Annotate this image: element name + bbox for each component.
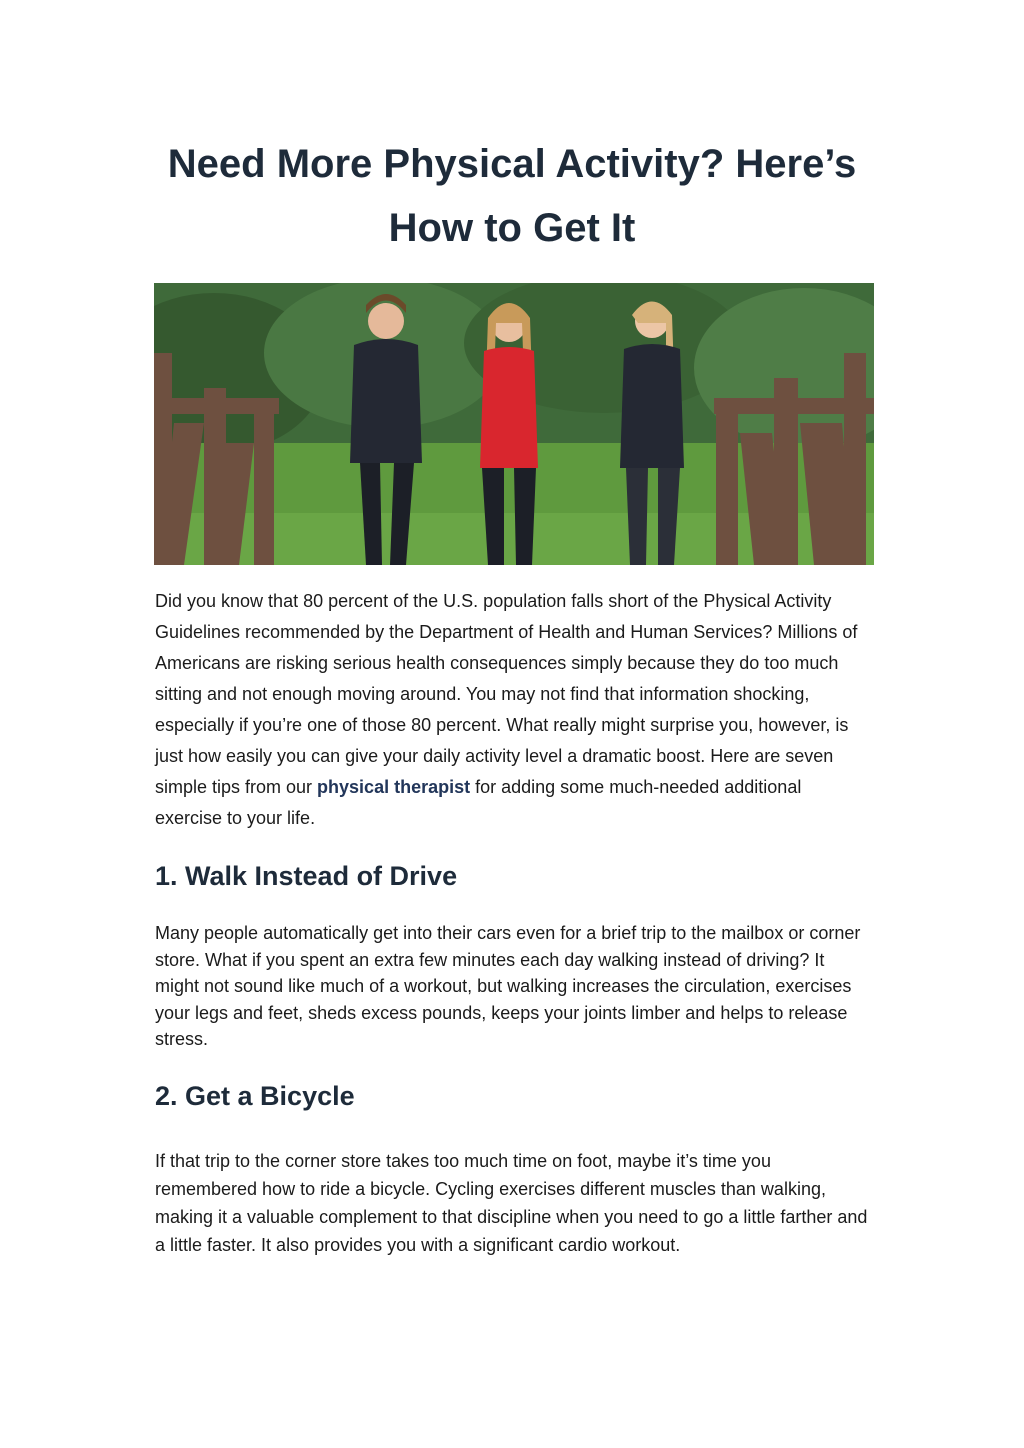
hero-illustration — [154, 283, 874, 565]
section-heading-walk: 1. Walk Instead of Drive — [155, 861, 458, 891]
intro-text-after: for adding some much-needed additional exercise to your life. — [155, 777, 802, 828]
article-title-line-1: Need More Physical Activity? Here’s — [167, 142, 857, 186]
section-heading-bicycle: 2. Get a Bicycle — [155, 1081, 355, 1111]
section-body-bicycle: If that trip to the corner store takes too much time on foot, maybe it’s time you remembered how to ride a bicycle. Cycling exercises different muscles than walking, making it a valuable complement to that discipline when you need to go a little farther and a little faster. It also provides you with a significant cardio workout. — [155, 1151, 868, 1255]
article-title — [0, 132, 1024, 260]
hero-photo-women-walking — [154, 283, 874, 565]
intro-text-before: Did you know that 80 percent of the U.S. population falls short of the Physical Activity Guidelines recommended by the Department of Health and Human Services? Millions of Americans are risking serious health consequences simply because they do too much sitting and not enough moving around. You may not find that information shocking, especially if you’re one of those 80 percent. What really might surprise you, however, is just how easily you can give your daily activity level a dramatic boost. Here are seven simple tips from our — [155, 591, 858, 797]
intro-paragraph — [155, 586, 870, 834]
physical-therapist-link[interactable]: physical therapist — [317, 777, 471, 797]
article-title-line-2: How to Get It — [388, 206, 636, 250]
section-body-walk: Many people automatically get into their cars even for a brief trip to the mailbox or corner store. What if you spent an extra few minutes each day walking instead of driving? It might not sound like much of a workout, but walking increases the circulation, exercises your legs and feet, sheds excess pounds, keeps your joints limber and helps to release stress. — [155, 923, 861, 1049]
